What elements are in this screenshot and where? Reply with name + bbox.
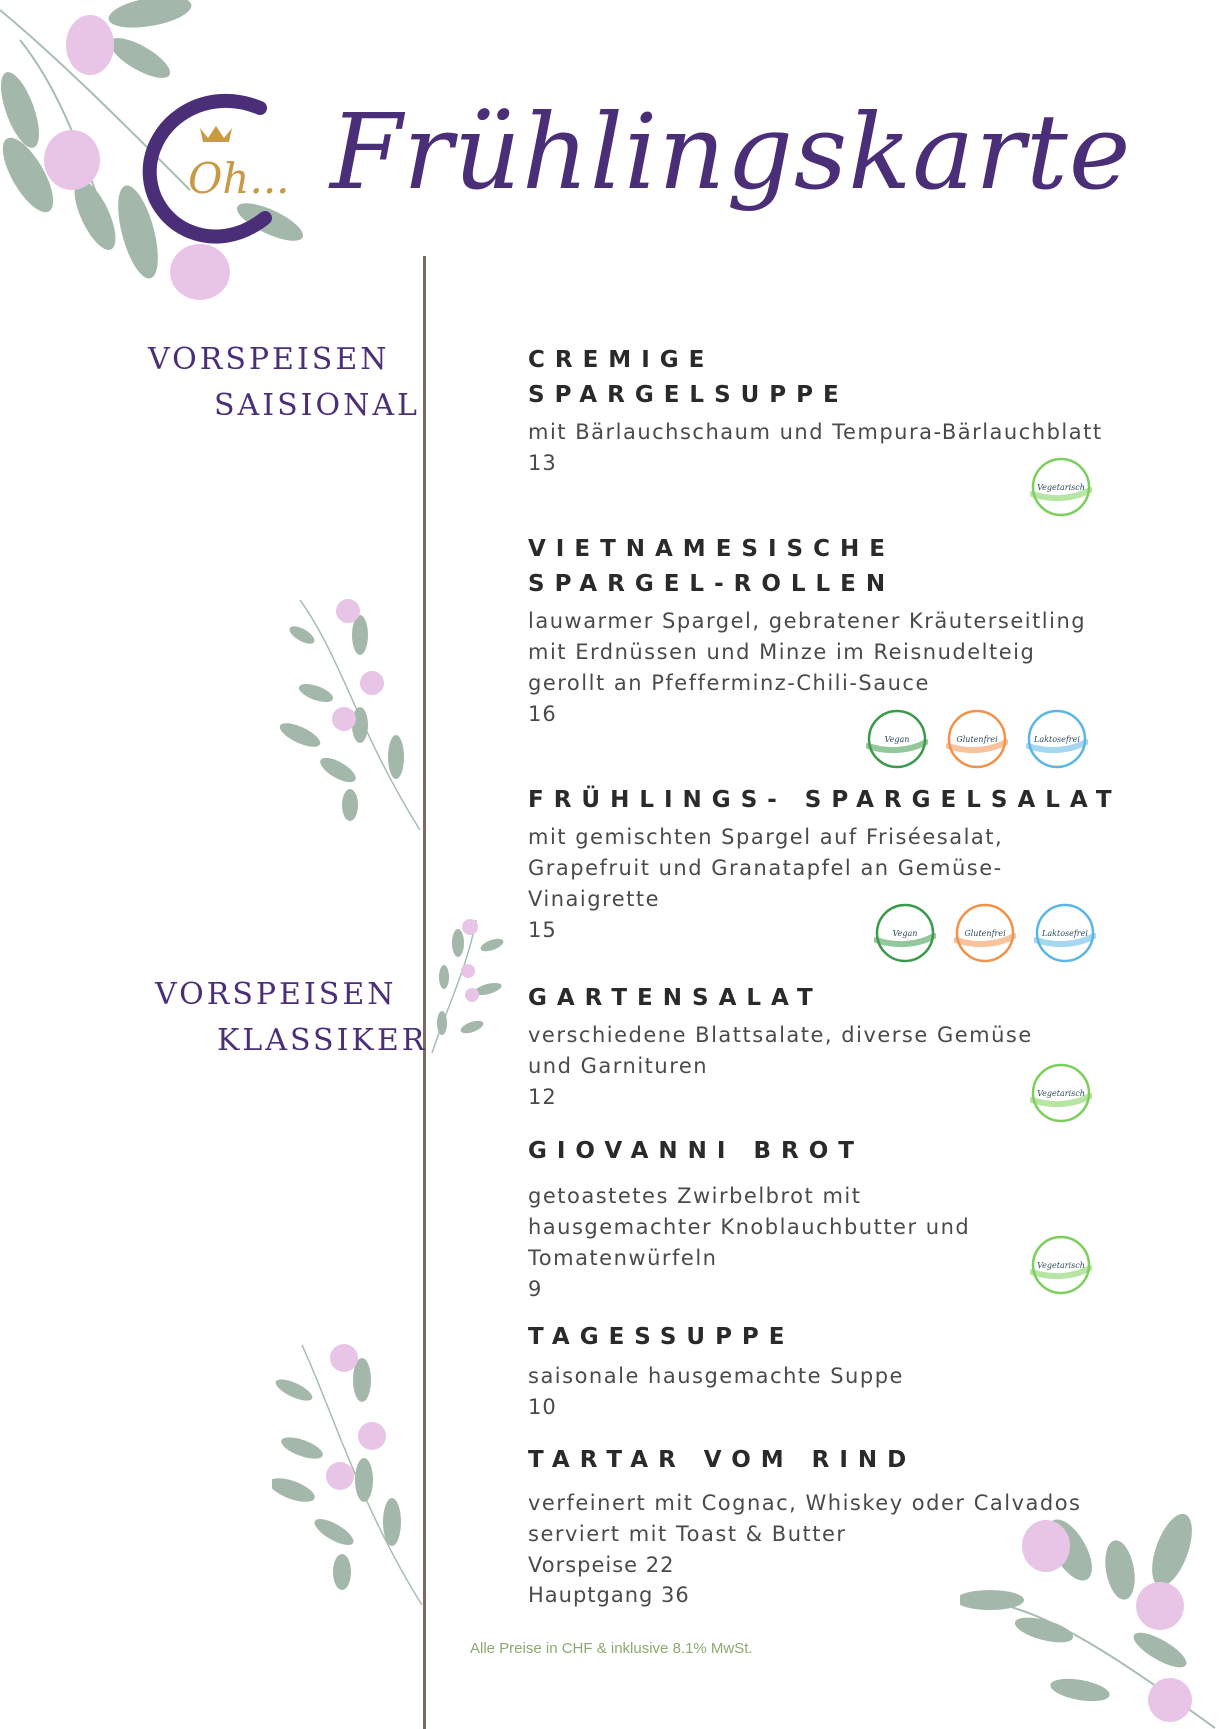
item-description: mit Bärlauchschaum und Tempura-Bärlauchblatt xyxy=(528,420,1103,444)
item-price: 10 xyxy=(528,1395,557,1419)
badge-label: Glutenfrei xyxy=(964,929,1006,938)
item-title: TAGESSUPPE xyxy=(528,1324,795,1350)
badge-label: Vegan xyxy=(884,735,910,744)
laktosefrei-badge xyxy=(1026,708,1088,770)
item-price: 12 xyxy=(528,1085,557,1109)
vegan-badge xyxy=(874,902,936,964)
floral-decoration-bottom-right xyxy=(960,1510,1222,1729)
badge-label: Vegetarisch xyxy=(1037,1089,1085,1098)
badge-label: Laktosefrei xyxy=(1042,929,1088,938)
restaurant-logo xyxy=(140,88,290,248)
vegetarisch-badge xyxy=(1030,1062,1092,1124)
item-price: 13 xyxy=(528,451,557,475)
laktosefrei-badge xyxy=(1034,902,1096,964)
item-description: lauwarmer Spargel, gebratener Kräuterseitling mit Erdnüssen und Minze im Reisnudelteig gerollt an Pfefferminz-Chili-Sauce xyxy=(528,609,1087,695)
badge-label: Vegan xyxy=(892,929,918,938)
vegetarisch-badge xyxy=(1030,1234,1092,1296)
vegan-badge xyxy=(866,708,928,770)
page-title: Frühlingskarte xyxy=(330,91,1132,213)
glutenfrei-badge xyxy=(954,902,1016,964)
item-title: FRÜHLINGS- SPARGELSALAT xyxy=(528,787,1122,813)
badge-label: Vegetarisch xyxy=(1037,1261,1085,1270)
menu-item-tagessuppe xyxy=(528,1320,1178,1422)
floral-decoration-divider xyxy=(428,915,508,1055)
glutenfrei-badge xyxy=(946,708,1008,770)
badge-label: Glutenfrei xyxy=(956,735,998,744)
item-title: GIOVANNI BROT xyxy=(528,1138,864,1164)
section-label-saisonal: VORSPEISEN SAISIONAL xyxy=(148,342,420,423)
item-title: VIETNAMESISCHE SPARGEL-ROLLEN xyxy=(528,536,896,597)
floral-decoration-left-middle xyxy=(280,595,430,835)
item-price: 16 xyxy=(528,702,557,726)
item-description: saisonale hausgemachte Suppe xyxy=(528,1364,904,1388)
price-footnote: Alle Preise in CHF & inklusive 8.1% MwSt. xyxy=(470,1640,753,1657)
item-title: GARTENSALAT xyxy=(528,985,823,1011)
vegetarisch-badge xyxy=(1030,456,1092,518)
item-price: Vorspeise 22 Hauptgang 36 xyxy=(528,1553,690,1607)
item-description: verfeinert mit Cognac, Whiskey oder Calvados serviert mit Toast & Butter xyxy=(528,1491,1082,1546)
section-label-klassiker: VORSPEISEN KLASSIKER xyxy=(155,977,428,1058)
item-description: getoastetes Zwirbelbrot mit hausgemachter Knoblauchbutter und Tomatenwürfeln xyxy=(528,1184,971,1270)
item-description: mit gemischten Spargel auf Friséesalat, Grapefruit und Granatapfel an Gemüse- Vinaigrette xyxy=(528,825,1004,911)
item-description: verschiedene Blattsalate, diverse Gemüse und Garnituren xyxy=(528,1023,1033,1078)
badge-label: Laktosefrei xyxy=(1034,735,1080,744)
item-title: TARTAR VOM RIND xyxy=(528,1447,917,1473)
item-price: 9 xyxy=(528,1277,543,1301)
item-title: CREMIGE SPARGELSUPPE xyxy=(528,347,849,408)
badge-label: Vegetarisch xyxy=(1037,483,1085,492)
logo-text: Oh... xyxy=(188,154,290,203)
item-price: 15 xyxy=(528,918,557,942)
floral-decoration-left-bottom xyxy=(272,1340,432,1610)
menu-item-spargel-rollen xyxy=(528,532,1178,729)
